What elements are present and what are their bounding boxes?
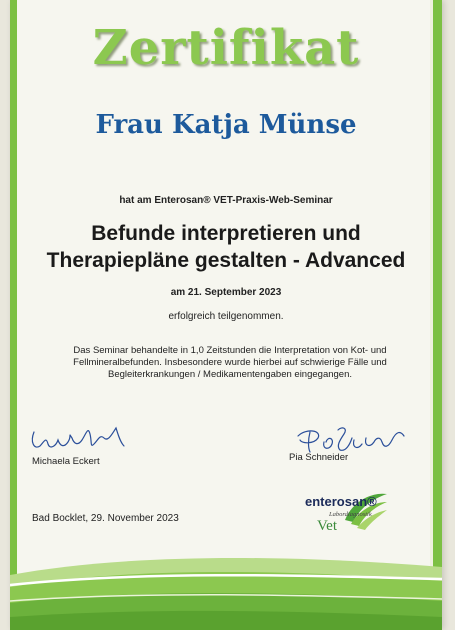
signer-left-name: Michaela Eckert — [32, 456, 100, 467]
description-line-2: Fellmineralbefunden. Insbesondere wurde hierbei auf schwierige Fälle und — [73, 357, 387, 368]
certificate-title: Zertifikat — [92, 20, 360, 76]
completion-text: erfolgreich teilgenommen. — [168, 311, 284, 322]
seminar-description — [50, 345, 410, 381]
logo-subtitle: Labordiagnostik — [329, 511, 372, 518]
course-title-line-2: Therapiepläne gestalten - Advanced — [46, 249, 406, 272]
seminar-date: am 21. September 2023 — [170, 287, 282, 298]
course-title-line-1: Befunde interpretieren und — [91, 222, 361, 245]
place-and-date: Bad Bocklet, 29. November 2023 — [32, 513, 179, 524]
certificate-paper — [10, 0, 442, 630]
logo-brand-name: enterosan® — [305, 494, 377, 509]
enterosan-logo — [295, 490, 405, 550]
seminar-intro: hat am Enterosan® VET-Praxis-Web-Seminar — [119, 195, 333, 206]
signature-left — [28, 420, 138, 456]
recipient-name: Frau Katja Münse — [95, 110, 357, 140]
signer-right-name: Pia Schneider — [289, 452, 349, 463]
logo-vet-text: Vet — [317, 518, 337, 534]
description-line-1: Das Seminar behandelte in 1,0 Zeitstunden die Interpretation von Kot- und — [73, 345, 387, 356]
description-line-3: Begleiterkrankungen / Medikamentengaben eingegangen. — [107, 369, 352, 380]
green-wave-footer — [10, 545, 442, 630]
course-title — [10, 220, 442, 274]
